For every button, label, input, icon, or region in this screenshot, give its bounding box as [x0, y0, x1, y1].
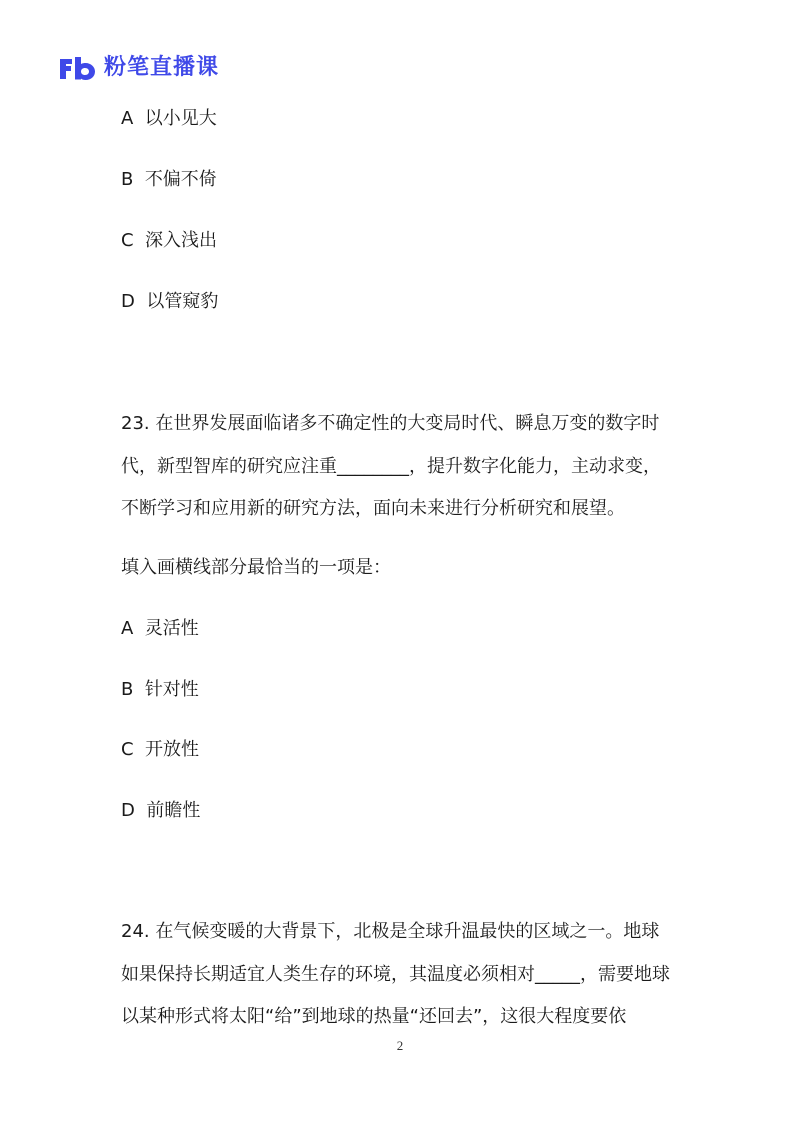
q23-stem-line: 23. 在世界发展面临诸多不确定性的大变局时代、瞬息万变的数字时 [121, 413, 660, 434]
option-text: 以小见大 [144, 108, 217, 129]
fenbi-logo-icon [58, 55, 98, 81]
q22-option-d [121, 290, 218, 314]
option-letter: A [121, 108, 134, 129]
option-text: 以管窥豹 [146, 291, 219, 312]
q23-prompt: 填入画横线部分最恰当的一项是： [121, 557, 391, 578]
q23-stem [121, 412, 681, 436]
q23-option-b [121, 678, 199, 702]
q23-stem [121, 455, 681, 479]
page-number: 2 [396, 1038, 404, 1053]
q24-stem-line: 如果保持长期适宜人类生存的环境，其温度必须相对_____，需要地球 [121, 964, 670, 985]
q23-stem-line: 代，新型智库的研究应注重________，提升数字化能力，主动求变， [121, 456, 661, 477]
q24-stem-line: 24. 在气候变暖的大背景下，北极是全球升温最快的区域之一。地球 [121, 921, 660, 942]
option-text: 针对性 [144, 679, 199, 700]
q24-stem-line: 以某种形式将太阳“给”到地球的热量“还回去”，这很大程度要依 [121, 1006, 627, 1027]
option-letter: A [121, 618, 134, 639]
q22-option-c [121, 229, 217, 253]
option-letter: B [121, 679, 134, 700]
q22-option-a [121, 107, 217, 131]
option-text: 灵活性 [144, 618, 199, 639]
option-letter: D [121, 291, 135, 312]
q23-option-d [121, 799, 200, 823]
brand-name: 粉笔直播课 [104, 55, 220, 80]
option-text: 开放性 [145, 739, 200, 760]
q24-stem [121, 963, 681, 987]
q23-option-c [121, 738, 199, 762]
q24-stem [121, 1005, 681, 1029]
option-text: 深入浅出 [145, 230, 218, 251]
q22-option-b [121, 168, 217, 192]
q23-option-a [121, 617, 199, 641]
brand-header [58, 52, 219, 84]
q24-stem [121, 920, 681, 944]
q23-stem [121, 497, 681, 521]
option-text: 前瞻性 [146, 800, 201, 821]
option-letter: D [121, 800, 135, 821]
option-letter: C [121, 230, 134, 251]
option-letter: C [121, 739, 134, 760]
option-letter: B [121, 169, 134, 190]
option-text: 不偏不倚 [144, 169, 217, 190]
q23-stem-line: 不断学习和应用新的研究方法，面向未来进行分析研究和展望。 [121, 498, 625, 519]
